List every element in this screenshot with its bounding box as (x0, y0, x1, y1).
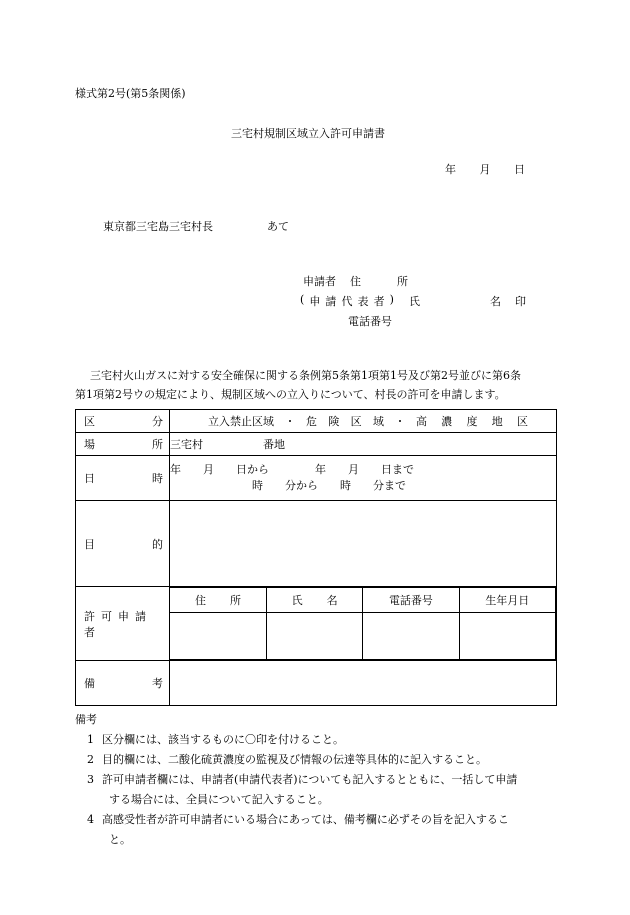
nichiji-part: 分まで (373, 479, 406, 492)
addressee-suffix: あて (267, 220, 289, 233)
kyoka-col-phone: 電話番号 (363, 588, 459, 613)
note-text-continued: と。 (109, 833, 131, 846)
kyoka-entry-birthdate[interactable] (459, 613, 555, 660)
kyoka-entry-address[interactable] (170, 613, 266, 660)
note-text: 許可申請者欄には、申請者(申請代表者)についても記入するとともに、一括して申請 (102, 773, 518, 786)
name-label-shi: 氏 (409, 295, 420, 308)
kubun-label-char: 区 (84, 415, 95, 428)
kubun-option-char: 区 (517, 415, 528, 428)
basho-value[interactable] (170, 433, 557, 456)
representative-label-char: 申 (309, 295, 321, 308)
kubun-option-char: 険 (328, 415, 340, 428)
representative-label-char: 代 (341, 295, 353, 308)
biko-label-char: 考 (152, 677, 163, 690)
basho-village: 三宅村 (170, 438, 203, 451)
kyoka-entry-name[interactable] (266, 613, 362, 660)
kyoka-col-name-char: 氏 (291, 594, 303, 607)
kyoka-value (170, 587, 557, 661)
date-year: 年 (445, 163, 456, 176)
notes-section (75, 710, 557, 850)
nichiji-part: 日から (236, 463, 269, 476)
representative-label-char: 表 (357, 295, 369, 308)
representative-label (300, 293, 394, 309)
note-text-continued: する場合には、全員について記入すること。 (109, 793, 329, 806)
note-text: 区分欄には、該当するものに〇印を付けること。 (102, 733, 344, 746)
kubun-option-char: 高 (416, 415, 427, 428)
kubun-option-char: 濃 (441, 415, 453, 428)
kubun-separator: ・ (394, 415, 406, 428)
kyoka-col-address-char: 住 (194, 594, 206, 607)
body-text-line2: 第1項第2号ウの規定により、規制区域への立入りについて、村長の許可を申請します。 (75, 388, 506, 401)
kubun-option-char: 区 (350, 415, 362, 428)
nichiji-label-char: 時 (152, 472, 163, 485)
applicant-label: 申請者 (303, 275, 336, 288)
representative-label-char: ) (389, 293, 394, 306)
kubun-value[interactable] (170, 410, 557, 433)
kubun-option-konodo[interactable] (416, 413, 528, 429)
note-number: 3 (87, 773, 94, 786)
nichiji-value[interactable] (170, 456, 557, 501)
biko-row (76, 661, 557, 706)
biko-label-char: 備 (84, 677, 95, 690)
note-number: 2 (87, 753, 94, 766)
biko-label (76, 661, 170, 706)
nichiji-part: 月 (348, 463, 359, 476)
kyoka-col-address (170, 588, 266, 613)
nichiji-label (76, 456, 170, 501)
nichiji-part: 年 (315, 463, 326, 476)
kubun-option-char: 度 (466, 415, 478, 428)
mokuteki-row (76, 501, 557, 587)
kubun-option-tachiiri[interactable]: 立入禁止区域 (208, 415, 274, 428)
note-number: 1 (87, 733, 94, 746)
kubun-label-char: 分 (152, 415, 163, 428)
nichiji-label-char: 日 (84, 472, 95, 485)
kyoka-header-row (170, 588, 556, 613)
seal-label: 印 (515, 295, 526, 308)
basho-row (76, 433, 557, 456)
representative-label-char: ( (300, 293, 305, 306)
note-item (75, 770, 557, 810)
note-item (75, 730, 557, 750)
nichiji-part: 年 (170, 463, 181, 476)
note-text: 目的欄には、二酸化硫黄濃度の監視及び情報の伝達等具体的に記入すること。 (102, 753, 487, 766)
application-form-table (75, 409, 557, 706)
kyoka-entry-row (170, 613, 556, 660)
kubun-separator: ・ (284, 415, 296, 428)
representative-label-char: 請 (325, 295, 337, 308)
mokuteki-label-char: 的 (152, 537, 163, 551)
kubun-option-kiken[interactable] (306, 413, 384, 429)
date-line (445, 161, 525, 177)
basho-label-char: 場 (84, 438, 95, 451)
kyoka-col-birthdate: 生年月日 (459, 588, 555, 613)
basho-banchi: 番地 (263, 438, 285, 451)
representative-label-char: 者 (373, 295, 385, 308)
address-label-char: 所 (397, 275, 408, 288)
basho-label (76, 433, 170, 456)
kubun-option-char: 地 (491, 415, 503, 428)
kyoka-row (76, 587, 557, 661)
kyoka-col-address-char: 所 (229, 594, 241, 607)
note-number: 4 (87, 813, 94, 826)
biko-value[interactable] (170, 661, 557, 706)
nichiji-part: 分から (285, 479, 318, 492)
nichiji-part: 時 (340, 479, 351, 492)
note-text: 高感受性者が許可申請者にいる場合にあっては、備考欄に必ずその旨を記入するこ (102, 813, 509, 826)
kubun-label (76, 410, 170, 433)
address-label-char: 住 (350, 275, 361, 288)
kyoka-label: 許可申請者 (76, 587, 170, 661)
nichiji-row (76, 456, 557, 501)
address-label (350, 273, 408, 289)
note-item (75, 750, 557, 770)
kubun-option-char: 域 (372, 415, 384, 428)
basho-label-char: 所 (152, 438, 163, 451)
note-item (75, 810, 557, 850)
kyoka-entry-phone[interactable] (363, 613, 459, 660)
mokuteki-label (76, 501, 170, 587)
kyoka-col-name-char: 名 (326, 594, 338, 607)
name-label-mei: 名 (490, 295, 501, 308)
nichiji-part: 月 (203, 463, 214, 476)
form-number: 様式第2号(第5条関係) (75, 87, 186, 100)
phone-label: 電話番号 (348, 315, 392, 328)
document-title: 三宅村規制区域立入許可申請書 (231, 127, 385, 140)
nichiji-part: 日まで (381, 463, 414, 476)
mokuteki-value[interactable] (170, 501, 557, 587)
kubun-option-char: 危 (306, 415, 317, 428)
mokuteki-label-char: 目 (84, 537, 95, 551)
date-day: 日 (514, 163, 525, 176)
notes-heading: 備考 (75, 713, 97, 726)
date-month: 月 (479, 163, 491, 176)
kyoka-subtable (170, 587, 556, 660)
addressee-name: 東京都三宅島三宅村長 (103, 220, 213, 233)
kubun-row (76, 410, 557, 433)
kyoka-col-name (266, 588, 362, 613)
nichiji-part: 時 (252, 479, 263, 492)
body-text-line1: 三宅村火山ガスに対する安全確保に関する条例第5条第1項第1号及び第2号並びに第6条 (90, 369, 521, 382)
